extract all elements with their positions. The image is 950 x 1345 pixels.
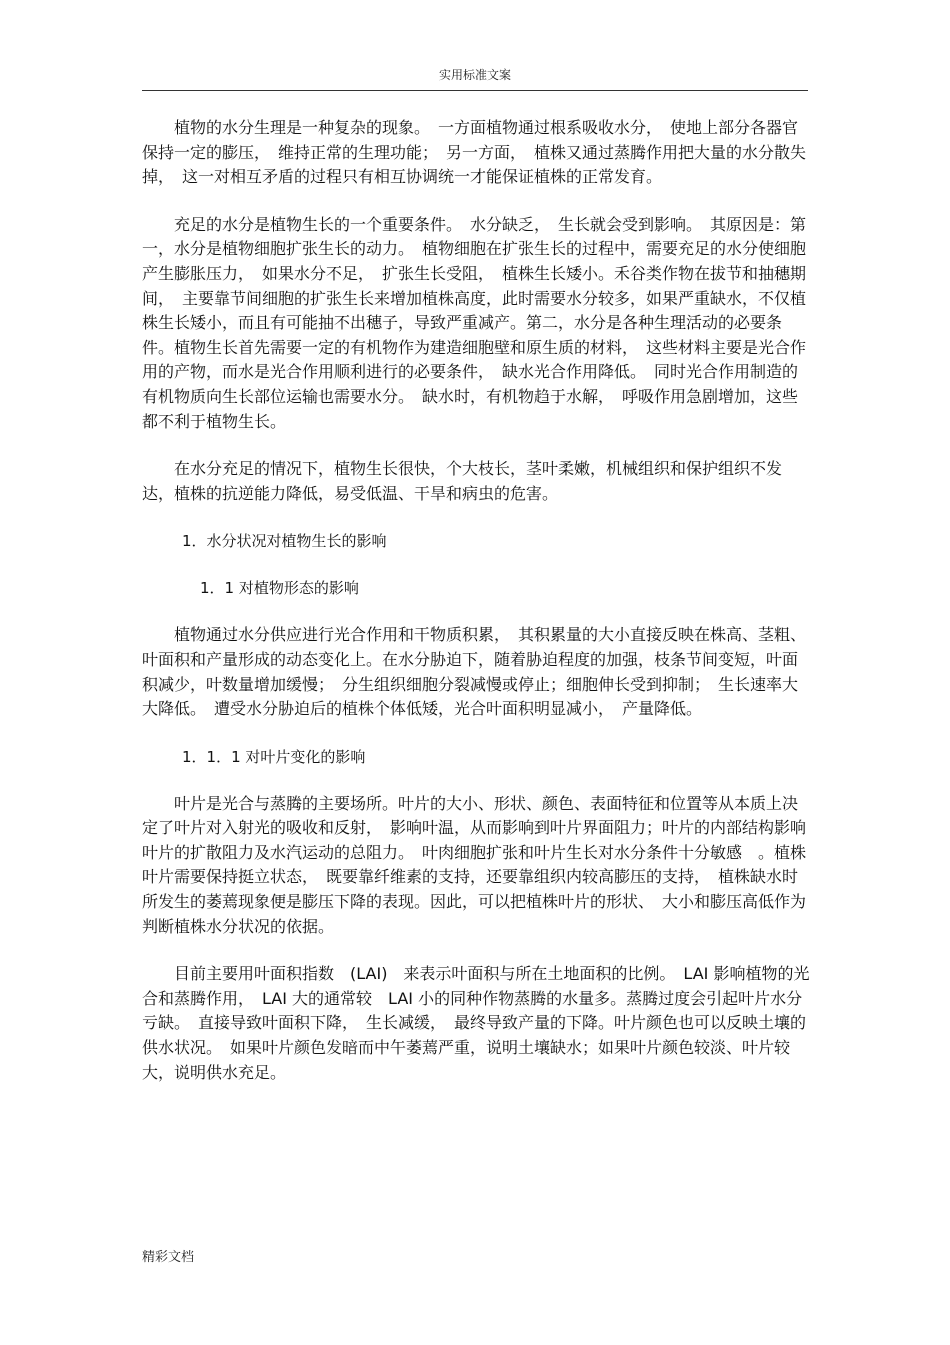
paragraph-5: 叶片是光合与蒸腾的主要场所。叶片的大小、形状、颜色、表面特征和位置等从本质上决定了叶片对入射光的吸收和反射， 影响叶温，从而影响到叶片界面阻力；叶片的内部结构影响叶片的扩散阻力及水汽运动的总阻力。 叶肉细胞扩张和叶片生长对水分条件十分敏感 。植株叶片需要保持挺立状态， 既要靠纤维素的支持，还要靠组织内较高膨压的支持， 植株缺水时所发生的萎蔫现象便是膨压下降的表现。因此，可以把植株叶片的形状、 大小和膨压高低作为判断植株水分状况的依据。 bbox=[142, 793, 807, 936]
header-divider bbox=[142, 90, 808, 91]
document-body bbox=[142, 116, 812, 1108]
section-heading-1: 1．水分状况对植物生长的影响 bbox=[182, 532, 387, 551]
page-footer-label: 精彩文档 bbox=[142, 1250, 195, 1265]
paragraph-3: 在水分充足的情况下，植物生长很快，个大枝长，茎叶柔嫩，机械组织和保护组织不发达，植株的抗逆能力降低，易受低温、干旱和病虫的危害。 bbox=[142, 459, 783, 503]
section-heading-1-1-1: 1．1．1 对叶片变化的影响 bbox=[182, 747, 366, 766]
paragraph-4: 植物通过水分供应进行光合作用和干物质积累， 其积累量的大小直接反映在株高、茎粗、叶面积和产量形成的动态变化上。在水分胁迫下，随着胁迫程度的加强，枝条节间变短，叶面积减少，叶数量增加缓慢； 分生组织细胞分裂减慢或停止；细胞伸长受到抑制； 生长速率大大降低。 遭受水分胁迫后的植株个体低矮，光合叶面积明显减小， 产量降低。 bbox=[142, 625, 807, 719]
paragraph-6: 目前主要用叶面积指数 (LAI) 来表示叶面积与所在土地面积的比例。 LAI 影响植物的光合和蒸腾作用， LAI 大的通常较 LAI 小的同种作物蒸腾的水量多。蒸腾过度会引起叶片水分亏缺。 直接导致叶面积下降， 生长减缓， 最终导致产量的下降。叶片颜色也可以反映土壤的供水状况。 如果叶片颜色发暗而中午萎蔫严重，说明土壤缺水；如果叶片颜色较淡、叶片较大，说明供水充足。 bbox=[142, 964, 810, 1082]
paragraph-1: 植物的水分生理是一种复杂的现象。 一方面植物通过根系吸收水分， 使地上部分各器官保持一定的膨压， 维持正常的生理功能； 另一方面， 植株又通过蒸腾作用把大量的水分散失掉， 这一对相互矛盾的过程只有相互协调统一才能保证植株的正常发育。 bbox=[142, 118, 807, 187]
section-heading-1-1: 1．1 对植物形态的影响 bbox=[200, 579, 359, 598]
paragraph-2: 充足的水分是植物生长的一个重要条件。 水分缺乏， 生长就会受到影响。 其原因是：第一，水分是植物细胞扩张生长的动力。 植物细胞在扩张生长的过程中，需要充足的水分使细胞产生膨胀压力， 如果水分不足， 扩张生长受阻， 植株生长矮小。禾谷类作物在拔节和抽穗期间， 主要靠节间细胞的扩张生长来增加植株高度，此时需要水分较多，如果严重缺水，不仅植株生长矮小，而且有可能抽不出穗子，导致严重减产。第二，水分是各种生理活动的必要条件。植物生长首先需要一定的有机物作为建造细胞壁和原生质的材料， 这些材料主要是光合作用的产物，而水是光合作用顺利进行的必要条件， 缺水光合作用降低。 同时光合作用制造的有机物质向生长部位运输也需要水分。 缺水时，有机物趋于水解， 呼吸作用急剧增加，这些都不利于植物生长。 bbox=[142, 214, 807, 431]
page-header-title: 实用标准文案 bbox=[438, 68, 511, 82]
